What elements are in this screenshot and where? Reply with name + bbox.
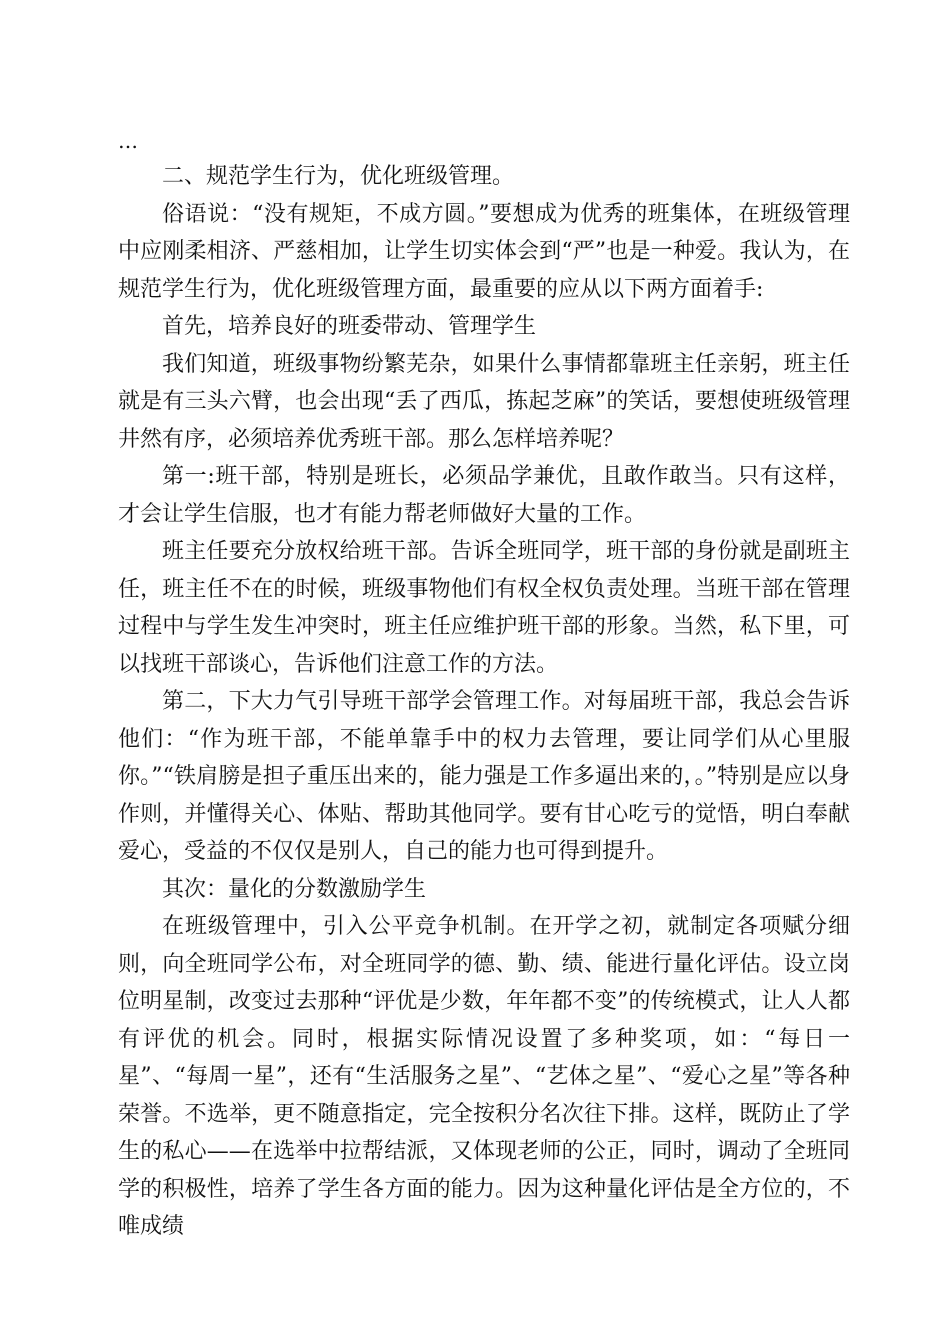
paragraph: 第二，下大力气引导班干部学会管理工作。对每届班干部，我总会告诉他们：“作为班干部，不能单靠手中的权力去管理，要让同学们从心里服你。”“铁肩膀是担子重压出来的，能力强是工作多逼出来的，。”特别是应以身作则，并懂得关心、体贴、帮助其他同学。要有甘心吃亏的觉悟，明白奉献爱心，受益的不仅仅是别人，自己的能力也可得到提升。 bbox=[118, 689, 850, 864]
subheading-first: 首先，培养良好的班委带动、管理学生 bbox=[162, 314, 537, 339]
continuation-ellipsis: … bbox=[118, 129, 139, 153]
paragraph: 第一:班干部，特别是班长，必须品学兼优，且敢作敢当。只有这样，才会让学生信服，也才有能力帮老师做好大量的工作。 bbox=[118, 464, 850, 527]
subheading-second: 其次：量化的分数激励学生 bbox=[162, 876, 427, 902]
document-body bbox=[118, 124, 850, 1246]
paragraph: 班主任要充分放权给班干部。告诉全班同学，班干部的身份就是副班主任，班主任不在的时候，班级事物他们有权全权负责处理。当班干部在管理过程中与学生发生冲突时，班主任应维护班干部的形象。当然，私下里，可以找班干部谈心，告诉他们注意工作的方法。 bbox=[118, 539, 850, 677]
section-heading: 二、规范学生行为，优化班级管理。 bbox=[162, 164, 515, 189]
paragraph: 俗语说：“没有规矩，不成方圆。”要想成为优秀的班集体，在班级管理中应刚柔相济、严慈相加，让学生切实体会到“严”也是一种爱。我认为，在规范学生行为，优化班级管理方面，最重要的应从以下两方面着手: bbox=[118, 201, 850, 302]
paragraph: 在班级管理中，引入公平竞争机制。在开学之初，就制定各项赋分细则，向全班同学公布，对全班同学的德、勤、绩、能进行量化评估。设立岗位明星制，改变过去那种“评优是少数，年年都不变”的传统模式，让人人都有评优的机会。同时，根据实际情况设置了多种奖项，如：“每日一星”、“每周一星”，还有“生活服务之星”、“艺体之星”、“爱心之星”等各种荣誉。不选举，更不随意指定，完全按积分名次往下排。这样，既防止了学生的私心——在选举中拉帮结派，又体现老师的公正，同时，调动了全班同学的积极性，培养了学生各方面的能力。因为这种量化评估是全方位的，不唯成绩 bbox=[118, 914, 850, 1239]
paragraph: 我们知道，班级事物纷繁芜杂，如果什么事情都靠班主任亲躬，班主任就是有三头六臂，也会出现“丢了西瓜，拣起芝麻”的笑话，要想使班级管理井然有序，必须培养优秀班干部。那么怎样培养呢？ bbox=[118, 351, 850, 452]
